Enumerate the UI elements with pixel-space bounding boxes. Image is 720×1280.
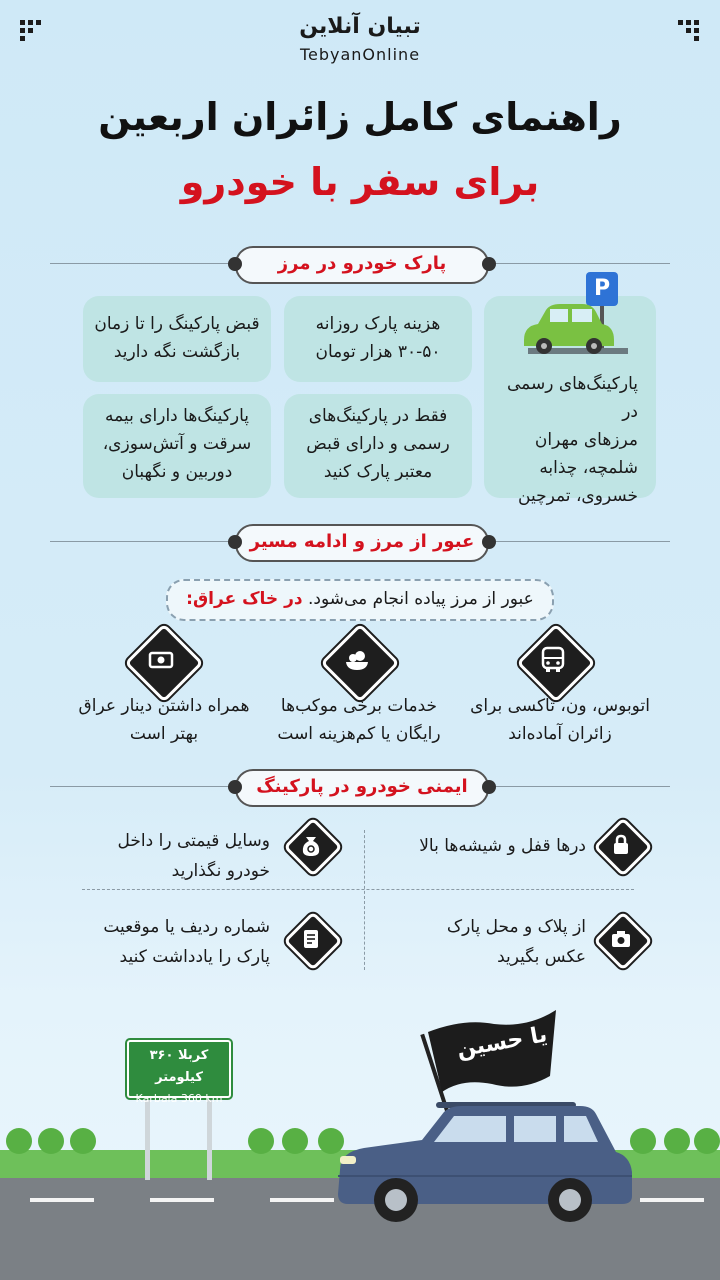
- dot-icon: [482, 257, 496, 271]
- tree-icon: [248, 1128, 274, 1154]
- road-marking: [30, 1198, 94, 1202]
- tree-icon: [6, 1128, 32, 1154]
- logo-english: TebyanOnline: [299, 45, 421, 64]
- money-icon: [146, 645, 176, 675]
- tree-icon: [38, 1128, 64, 1154]
- notepad-icon: [297, 925, 325, 953]
- section-heading-border: عبور از مرز و ادامه مسیر: [235, 524, 489, 562]
- lock-icon: [607, 831, 635, 859]
- parking-receipt-card: قبض پارکینگ را تا زمان بازگشت نگه دارید: [83, 296, 271, 382]
- border-note: عبور از مرز پیاده انجام می‌شود. در خاک عراق:: [166, 579, 554, 621]
- food-icon: [342, 645, 372, 675]
- tree-icon: [694, 1128, 720, 1154]
- dinar-caption: همراه داشتن دینار عراق بهتر است: [78, 696, 250, 744]
- parking-sign-icon: P: [586, 272, 618, 306]
- dot-icon: [482, 535, 496, 549]
- karbala-road-sign: کربلا ۳۶۰ کیلومتر Karbala 360 km: [127, 1040, 231, 1098]
- green-car-icon: [516, 300, 628, 362]
- dot-icon: [228, 780, 242, 794]
- road-marking: [270, 1198, 334, 1202]
- tree-icon: [282, 1128, 308, 1154]
- suv-car-icon: [330, 1100, 650, 1226]
- logo-persian: تبیان آنلاین: [299, 14, 421, 39]
- road-marking: [150, 1198, 214, 1202]
- safety-vertical-divider: [364, 830, 365, 970]
- note-location-text: شماره ردیف یا موقعیت پارک را یادداشت کنید: [103, 917, 270, 967]
- parking-fee-card: هزینه پارک روزانه ۳۰-۵۰ هزار تومان: [284, 296, 472, 382]
- parking-insurance-card: پارکینگ‌ها دارای بیمه سرقت و آتش‌سوزی، دوربین و نگهبان: [83, 394, 271, 498]
- camera-icon: [607, 925, 635, 953]
- tree-icon: [70, 1128, 96, 1154]
- section-heading-parking: پارک خودرو در مرز: [235, 246, 489, 284]
- page-title: راهنمای کامل زائران اربعین: [98, 95, 622, 139]
- dot-icon: [228, 257, 242, 271]
- lock-doors-text: درها قفل و شیشه‌ها بالا: [419, 836, 586, 856]
- flag-text: یا حسین: [454, 1022, 550, 1063]
- parking-borders-card: پارکینگ‌های رسمی در مرزهای مهران شلمچه، چذابه خسروی، تمرچین: [484, 296, 656, 498]
- photo-plate-text: از پلاک و محل پارک عکس بگیرید: [446, 917, 586, 967]
- section-heading-safety: ایمنی خودرو در پارکینگ: [235, 769, 489, 807]
- valuables-icon: [297, 831, 325, 859]
- mokeb-caption: خدمات برخی موکب‌ها رایگان یا کم‌هزینه است: [277, 696, 441, 744]
- dot-icon: [228, 535, 242, 549]
- dot-icon: [482, 780, 496, 794]
- page-subtitle: برای سفر با خودرو: [180, 160, 540, 204]
- transport-caption: اتوبوس، ون، تاکسی برای زائران آماده‌اند: [470, 696, 650, 744]
- official-parking-card: فقط در پارکینگ‌های رسمی و دارای قبض معتبر پارک کنید: [284, 394, 472, 498]
- valuables-text: وسایل قیمتی را داخل خودرو نگذارید: [117, 831, 270, 881]
- safety-horizontal-divider: [82, 889, 634, 890]
- bus-icon: [538, 645, 568, 675]
- tree-icon: [664, 1128, 690, 1154]
